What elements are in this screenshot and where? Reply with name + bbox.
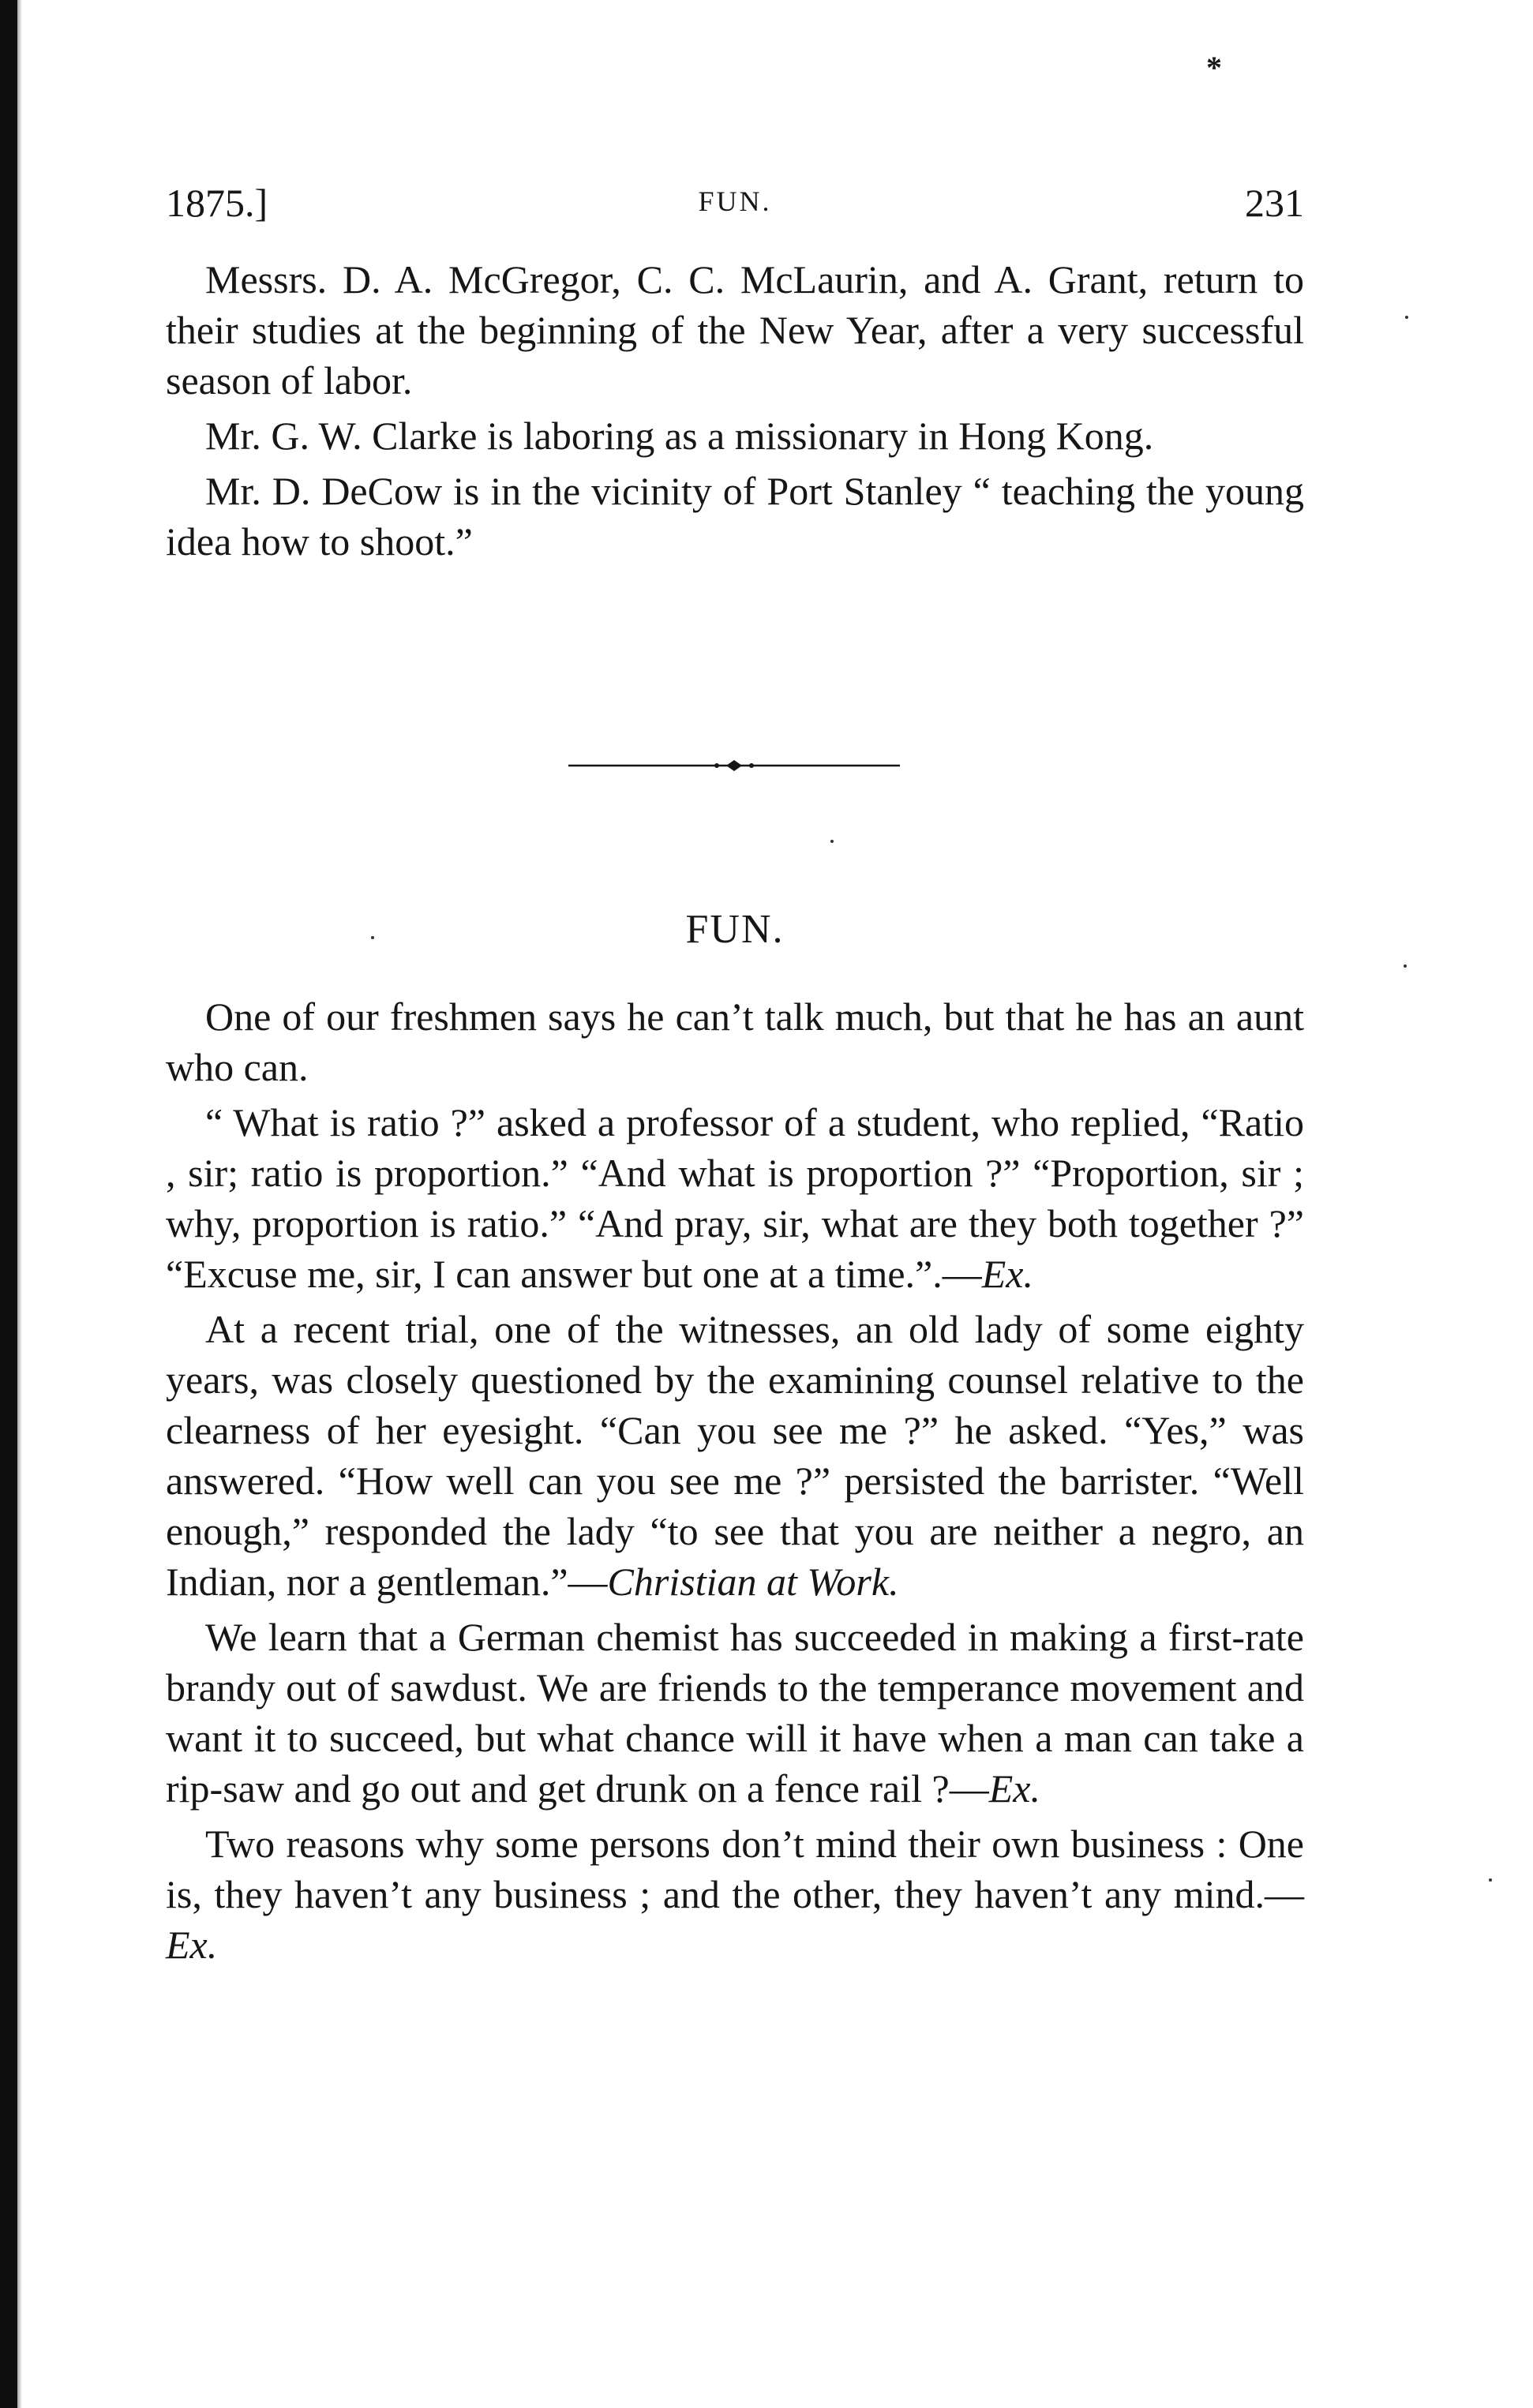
personal-paragraph: Mr. D. DeCow is in the vicinity of Port Stanley “ teaching the young idea how to shoot.” bbox=[166, 469, 1304, 564]
print-speck bbox=[1405, 316, 1408, 319]
corner-mark: * bbox=[1206, 50, 1222, 85]
print-speck bbox=[830, 840, 834, 843]
item-source: Ex. bbox=[166, 1923, 218, 1967]
page-number: 231 bbox=[1245, 181, 1304, 225]
fun-item: “ What is ratio ?” asked a professor of a student, who replied, “Ratio , sir; ratio is proportion.” “And what is proportion ?” “Proportion, sir ; why, proportion is ratio.” “And pray, sir, what are they both together ?” “Excuse me, sir, I can answer but one at a time.”.—Ex. bbox=[166, 1100, 1304, 1296]
fun-item: We learn that a German chemist has succeeded in making a first-rate brandy out of sawdust. We are friends to the temperance movement and want it to succeed, but what chance will it have when a man can take a rip-saw and go out and get drunk on a fence rail ?—Ex. bbox=[166, 1615, 1304, 1811]
personal-paragraph: Messrs. D. A. McGregor, C. C. McLaurin, and A. Grant, return to their studies at the beginning of the New Year, after a very successful season of labor. bbox=[166, 257, 1304, 403]
item-source: Ex. bbox=[988, 1766, 1040, 1811]
personal-paragraph: Mr. G. W. Clarke is laboring as a missionary in Hong Kong. bbox=[205, 414, 1154, 458]
fun-item: At a recent trial, one of the witnesses, an old lady of some eighty years, was closely questioned by the examining counsel relative to the clearness of her eyesight. “Can you see me ?” he asked. “Yes,” was answered. “How well can you see me ?” persisted the barrister. “Well enough,” responded the lady “to see that you are neither a negro, an Indian, nor a gentleman.”—Christian at Work. bbox=[166, 1307, 1304, 1604]
personals-section bbox=[166, 254, 1304, 571]
print-speck bbox=[371, 936, 374, 939]
item-source: Christian at Work. bbox=[607, 1560, 899, 1604]
fun-section bbox=[166, 991, 1304, 1975]
fun-item: Two reasons why some persons don’t mind their own business : One is, they haven’t any business ; and the other, they haven’t any mind.—Ex. bbox=[166, 1822, 1304, 1967]
fun-item: One of our freshmen says he can’t talk much, but that he has an aunt who can. bbox=[166, 994, 1304, 1089]
running-head bbox=[166, 180, 1304, 235]
print-speck bbox=[1489, 1878, 1492, 1882]
header-title: FUN. bbox=[698, 185, 772, 217]
section-title: FUN. bbox=[685, 907, 785, 952]
print-speck bbox=[1404, 964, 1407, 968]
binding-edge bbox=[0, 0, 17, 2408]
header-year: 1875.] bbox=[166, 181, 268, 225]
item-source: Ex. bbox=[981, 1252, 1033, 1296]
section-divider-ornament bbox=[568, 754, 900, 777]
